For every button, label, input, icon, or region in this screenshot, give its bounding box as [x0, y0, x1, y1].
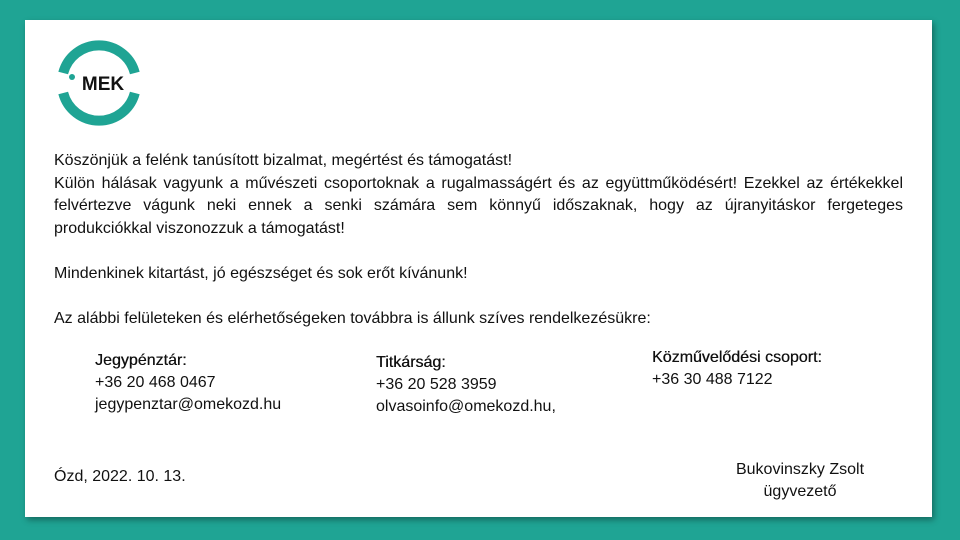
intro-paragraph: Az alábbi felületeken és elérhetőségeken továbbra is állunk szíves rendelkezésükre: [54, 309, 651, 327]
groups-paragraph: Külön hálásak vagyunk a művészeti csoportoknak a rugalmasságért és az együttműködésért! Ezekkel az értékekkel felvértezve vágunk neki ennek a senki számára sem könnyű időszaknak, hogy az újranyitáskor fergeteges produkciókkal viszonozzuk a támogatást! [54, 174, 903, 237]
contact-phone[interactable]: +36 20 528 3959 [376, 376, 497, 393]
signer-title: ügyvezető [763, 483, 837, 500]
contact-phone[interactable]: +36 30 488 7122 [652, 371, 773, 388]
contact-email[interactable]: olvasoinfo@omekozd.hu, [376, 398, 556, 415]
contact-email[interactable]: jegypenztar@omekozd.hu [95, 396, 282, 413]
letter-card [25, 20, 932, 517]
letter-body [54, 150, 903, 330]
signature-block [725, 459, 875, 503]
logo-dot [69, 74, 75, 80]
contact-title: Közművelődési csoport: [652, 349, 822, 366]
signer-name: Bukovinszky Zsolt [735, 461, 865, 478]
contact-secretariat [376, 352, 556, 418]
contact-culture-group [652, 347, 822, 391]
wishes-paragraph: Mindenkinek kitartást, jó egészséget és sok erőt kívánunk! [54, 264, 468, 282]
logo-text: MEK [81, 74, 125, 95]
contact-ticket-office [95, 350, 281, 416]
contact-phone[interactable]: +36 20 468 0467 [95, 374, 216, 391]
contact-title: Titkárság: [376, 354, 446, 371]
omek-logo [53, 37, 145, 129]
thanks-paragraph: Köszönjük a felénk tanúsított bizalmat, megértést és támogatást! [54, 152, 513, 169]
contact-title: Jegypénztár: [95, 352, 187, 369]
place-date: Ózd, 2022. 10. 13. [54, 468, 186, 485]
